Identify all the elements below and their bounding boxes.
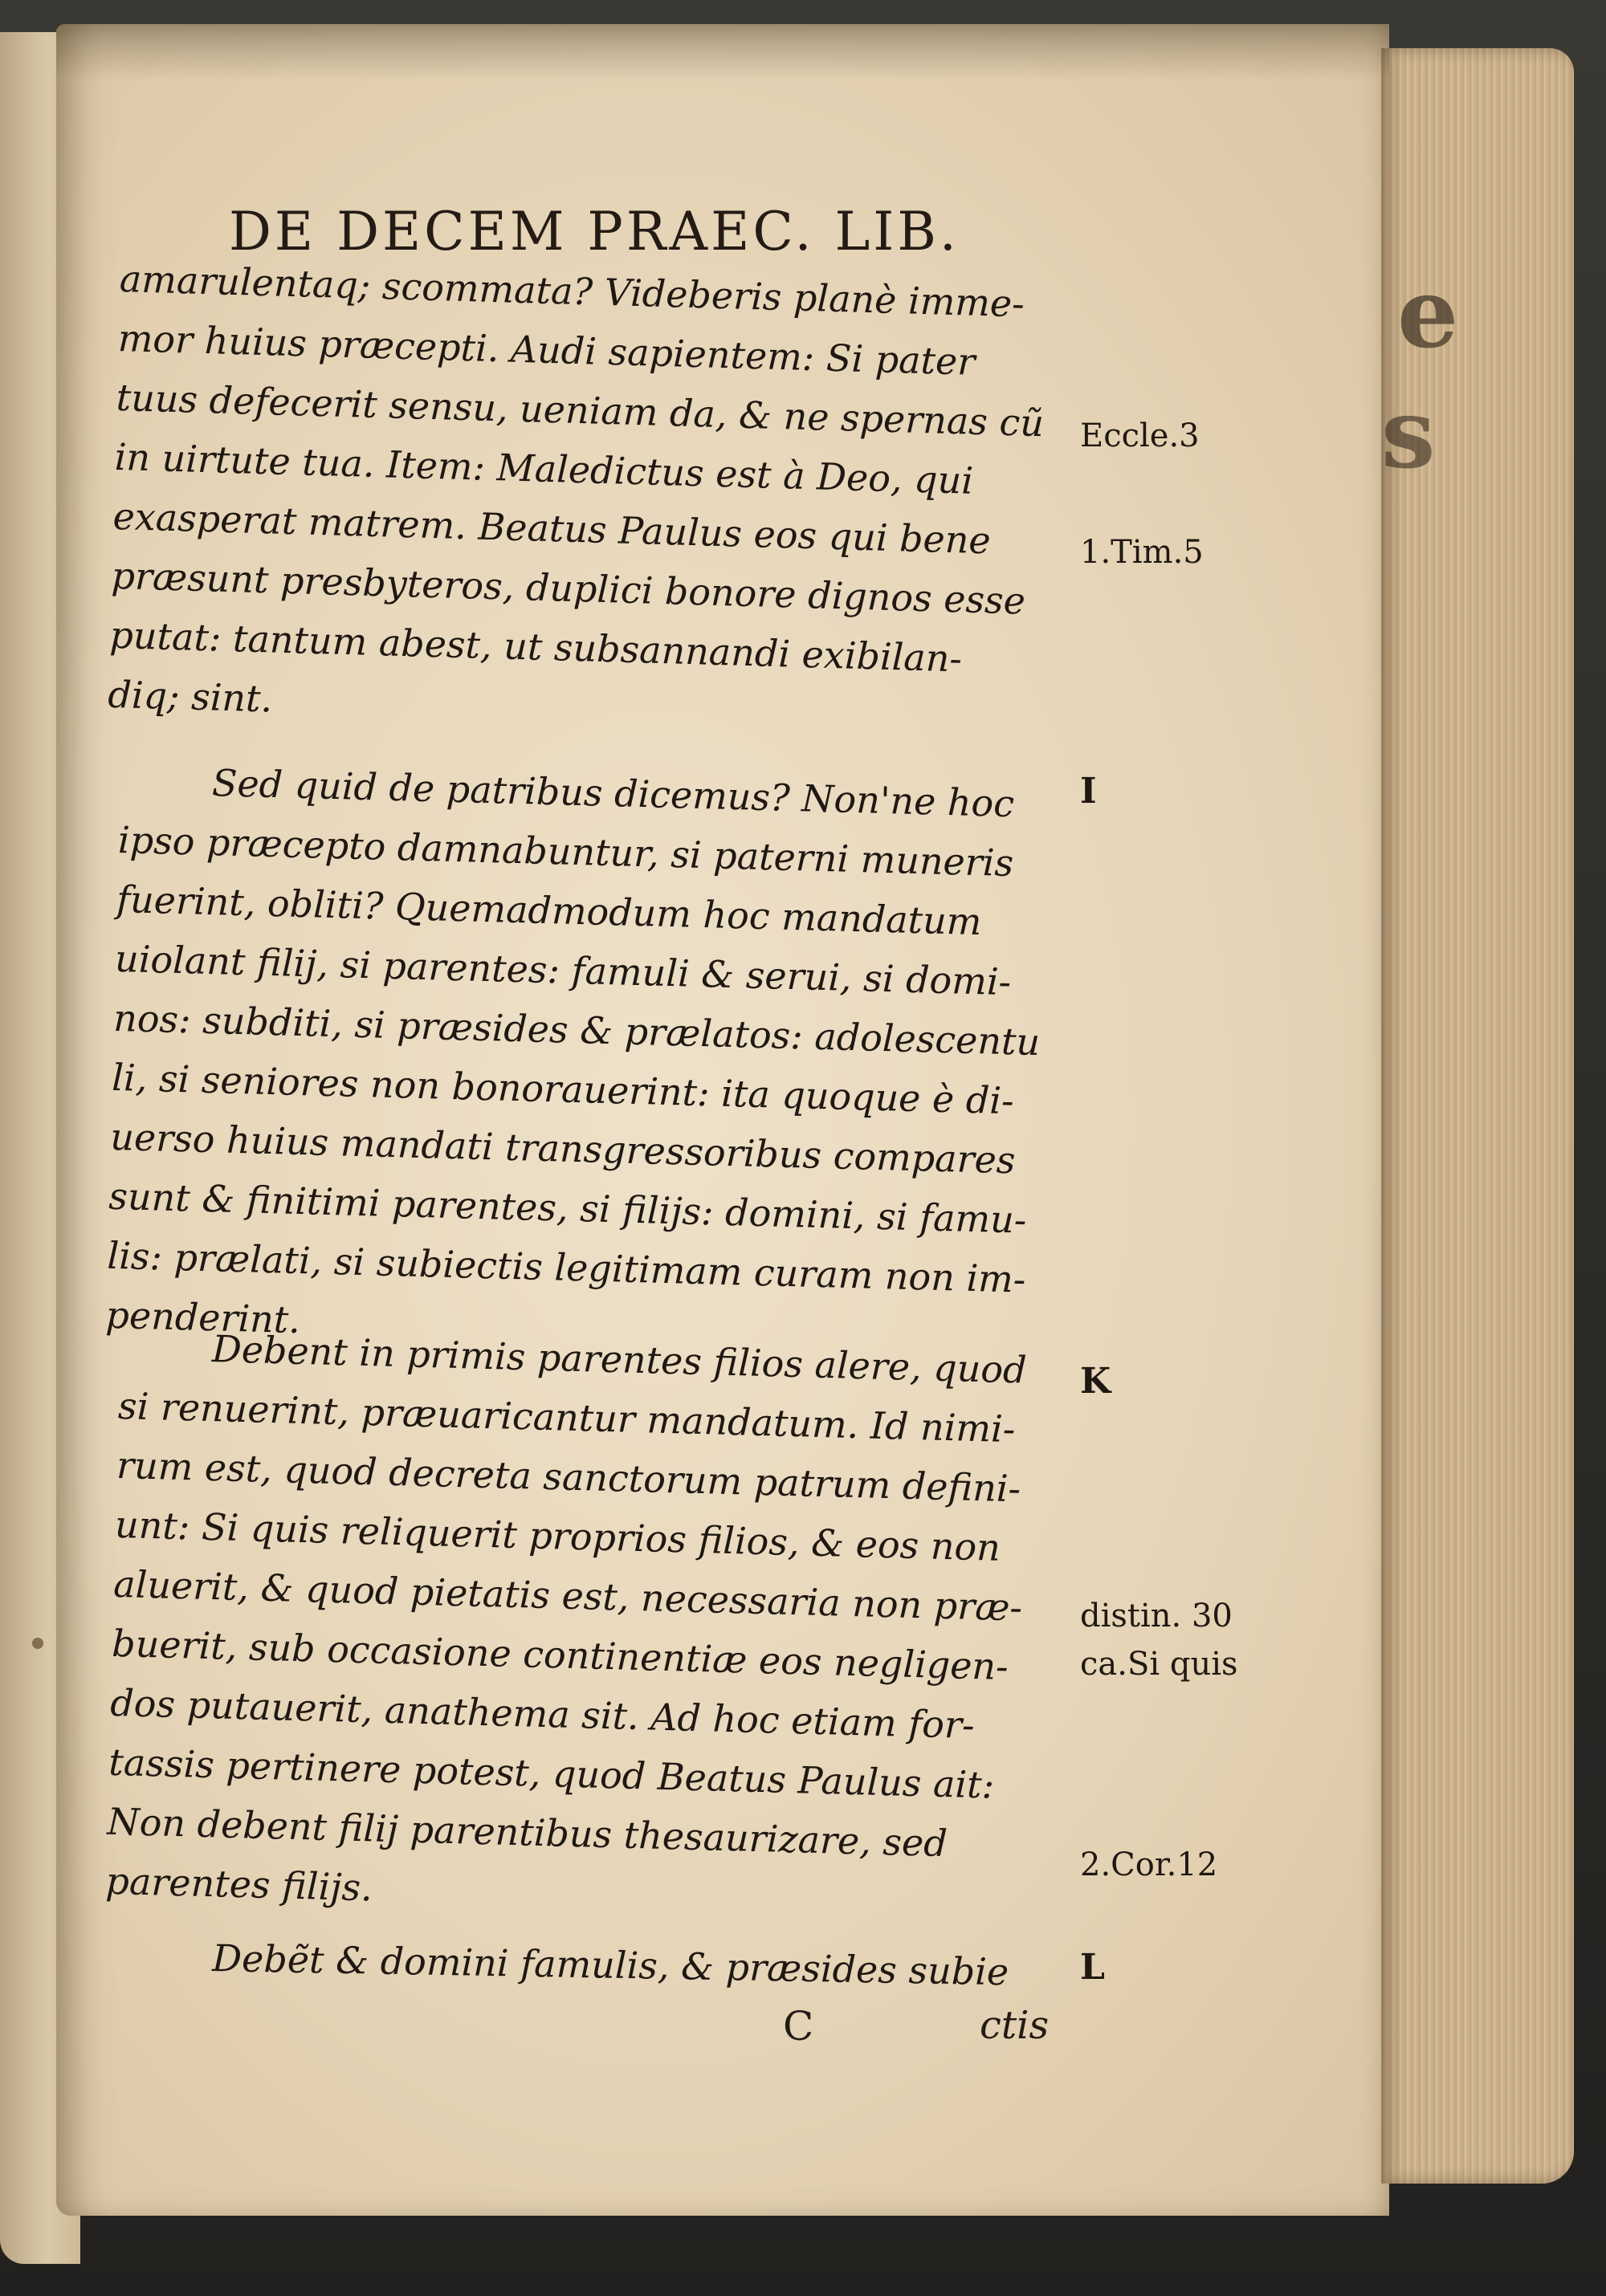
text-line: uiolant filij, si parentes: famuli & serui, si domi- bbox=[114, 936, 1012, 1004]
text-line: tuus defecerit sensu, ueniam da, & ne spernas cũ bbox=[116, 375, 1045, 446]
running-header: DE DECEM PRAEC. LIB. bbox=[229, 201, 960, 263]
text-line: Debent in primis parentes filios alere, quod bbox=[211, 1327, 1028, 1392]
signature-mark: C bbox=[783, 2003, 814, 2050]
paragraph-3 bbox=[105, 1317, 1084, 1936]
text-line: diq; sint. bbox=[107, 672, 273, 721]
text-line: præsunt presbyteros, duplici bonore dignos esse bbox=[110, 553, 1026, 623]
text-line: in uirtute tua. Item: Maledictus est à Deo, qui bbox=[114, 434, 974, 503]
text-line: rum est, quod decreta sanctorum patrum defini- bbox=[116, 1443, 1021, 1511]
text-line: lis: prælati, si subiectis legitimam curam non im- bbox=[106, 1233, 1027, 1301]
text-line: sunt & finitimi parentes, si filijs: domini, si famu- bbox=[108, 1174, 1028, 1242]
section-letter-k: K bbox=[1080, 1361, 1111, 1402]
show-through-ink: s bbox=[1381, 377, 1441, 491]
paragraph-2 bbox=[105, 751, 1084, 1370]
section-letter-i: I bbox=[1080, 771, 1097, 812]
section-letter-l: L bbox=[1080, 1947, 1105, 1988]
catchword: ctis bbox=[980, 2003, 1050, 2048]
text-line: Debẽt & domini famulis, & præsides subie bbox=[211, 1936, 1009, 1994]
page-top-shadow bbox=[56, 24, 1389, 80]
margin-note-ca-si-quis: ca.Si quis bbox=[1080, 1646, 1238, 1683]
text-line: dos putauerit, anathema sit. Ad hoc etiam for- bbox=[109, 1680, 976, 1748]
text-line: penderint. bbox=[104, 1293, 301, 1342]
margin-note-tim: 1.Tim.5 bbox=[1080, 534, 1204, 571]
margin-note-cor: 2.Cor.12 bbox=[1080, 1846, 1218, 1883]
text-line: putat: tantum abest, ut subsannandi exibilan- bbox=[108, 613, 963, 681]
text-line: ipso præcepto damnabuntur, si paterni muneris bbox=[117, 817, 1014, 885]
text-line: parentes filijs. bbox=[104, 1858, 373, 1910]
text-line: buerit, sub occasione continentiæ eos negligen- bbox=[111, 1621, 1009, 1689]
text-line: si renuerint, præuaricantur mandatum. Id nimi- bbox=[117, 1383, 1017, 1451]
margin-note-distin: distin. 30 bbox=[1080, 1598, 1233, 1634]
paragraph-1 bbox=[107, 249, 1083, 751]
text-line: aluerit, & quod pietatis est, necessaria non præ- bbox=[112, 1561, 1023, 1630]
text-line: unt: Si quis reliquerit proprios filios, & eos non bbox=[114, 1502, 1001, 1569]
text-line: amarulentaq; scommata? Videberis planè imme- bbox=[119, 256, 1025, 326]
text-line: li, si seniores non bonorauerint: ita quoque è di- bbox=[111, 1055, 1015, 1123]
margin-note-eccle: Eccle.3 bbox=[1080, 417, 1200, 454]
ink-stain bbox=[32, 1638, 43, 1649]
text-line: Sed quid de patribus dicemus? Non'ne hoc bbox=[211, 761, 1015, 826]
text-line: uerso huius mandati transgressoribus compares bbox=[109, 1114, 1017, 1183]
show-through-ink: e bbox=[1397, 257, 1464, 370]
text-line: tassis pertinere potest, quod Beatus Paulus ait: bbox=[108, 1740, 995, 1807]
text-line: exasperat matrem. Beatus Paulus eos qui bene bbox=[112, 494, 992, 563]
text-line: mor huius præcepti. Audi sapientem: Si pater bbox=[117, 315, 976, 384]
text-line: Non debent filij parentibus thesaurizare, sed bbox=[106, 1799, 948, 1866]
text-line: nos: subditi, si præsides & prælatos: adolescentu bbox=[112, 995, 1041, 1065]
text-line: fuerint, obliti? Quemadmodum hoc mandatum bbox=[116, 877, 983, 944]
